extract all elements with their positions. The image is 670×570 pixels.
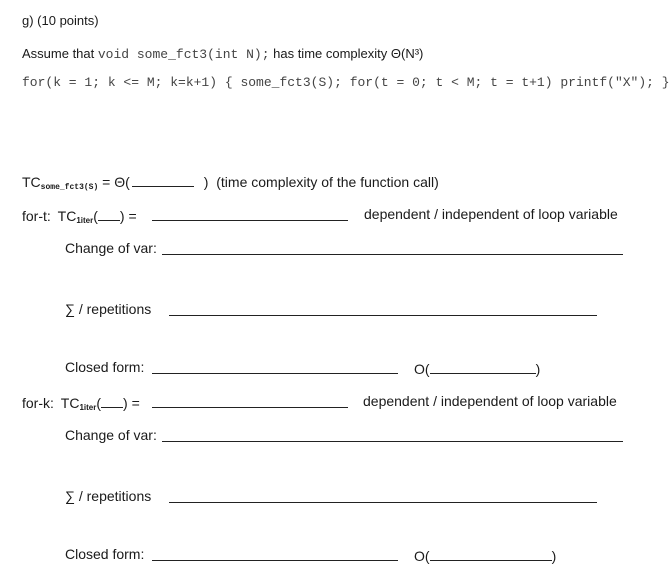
assumption-line <box>22 46 423 62</box>
for-k-dependency[interactable]: dependent / independent of loop variable <box>363 393 617 409</box>
for-t-big-o-close: ) <box>535 361 541 377</box>
code-line: for(k = 1; k <= M; k=k+1) { <box>22 75 233 90</box>
code-block <box>22 76 670 90</box>
tc-note: (time complexity of the function call) <box>216 174 439 190</box>
tc-function-line <box>22 172 439 192</box>
for-t-big-o-blank[interactable] <box>430 359 536 374</box>
tc-label: TC <box>22 174 41 190</box>
for-k-closed-form-label: Closed form: <box>65 546 145 562</box>
code-line: some_fct3(S); <box>240 75 342 90</box>
for-k-var-blank[interactable] <box>101 393 123 408</box>
for-t-tc-line <box>22 206 137 225</box>
for-k-change-var-label: Change of var: <box>65 427 157 443</box>
tc-subscript: some_fct3(S) <box>40 183 99 192</box>
for-k-paren-close: ) = <box>123 395 140 411</box>
question-title: g) (10 points) <box>22 13 99 28</box>
tc-close-paren: ) <box>203 174 209 190</box>
for-k-change-var-blank[interactable] <box>162 427 623 442</box>
code-line: printf("X"); <box>560 75 654 90</box>
for-t-big-o <box>414 359 540 377</box>
for-k-label: for-k: <box>22 395 54 411</box>
for-t-subscript: 1iter <box>76 216 94 225</box>
tc-function-blank[interactable] <box>132 172 194 187</box>
for-t-change-var-label: Change of var: <box>65 240 157 256</box>
for-t-repetitions-blank[interactable] <box>169 301 597 316</box>
for-k-big-o-label: O( <box>414 548 430 564</box>
for-k-tc-blank[interactable] <box>152 393 348 408</box>
for-t-change-var-blank[interactable] <box>162 240 623 255</box>
assumption-prefix: Assume that <box>22 46 98 61</box>
assumption-suffix: has time complexity Θ(N³) <box>269 46 424 61</box>
for-k-repetitions-label: ∑ / repetitions <box>65 488 152 504</box>
for-k-tc: TC <box>60 395 80 411</box>
for-k-big-o-blank[interactable] <box>430 546 552 561</box>
for-t-paren-close: ) = <box>119 208 137 224</box>
for-k-tc-line <box>22 393 140 412</box>
for-k-big-o <box>414 546 556 564</box>
for-t-tc-blank[interactable] <box>152 206 348 221</box>
code-line: } <box>661 75 670 90</box>
for-k-closed-form-blank[interactable] <box>152 546 398 561</box>
for-t-tc: TC <box>57 208 77 224</box>
for-t-closed-form-label: Closed form: <box>65 359 145 375</box>
for-k-big-o-close: ) <box>551 548 557 564</box>
for-t-var-blank[interactable] <box>98 206 120 221</box>
for-t-label: for-t: <box>22 208 51 224</box>
code-line: for(t = 0; t < M; t = t+1) <box>349 75 553 90</box>
for-t-dependency[interactable]: dependent / independent of loop variable <box>364 206 618 222</box>
for-k-subscript: 1iter <box>79 403 97 412</box>
assumption-code: void some_fct3(int N); <box>97 47 270 62</box>
for-t-paren-open: ( <box>93 208 98 224</box>
for-t-big-o-label: O( <box>414 361 430 377</box>
for-k-repetitions-blank[interactable] <box>169 488 597 503</box>
tc-equals: = Θ( <box>98 174 130 190</box>
for-t-closed-form-blank[interactable] <box>152 359 398 374</box>
for-k-paren-open: ( <box>96 395 102 411</box>
for-t-repetitions-label: ∑ / repetitions <box>65 301 152 317</box>
